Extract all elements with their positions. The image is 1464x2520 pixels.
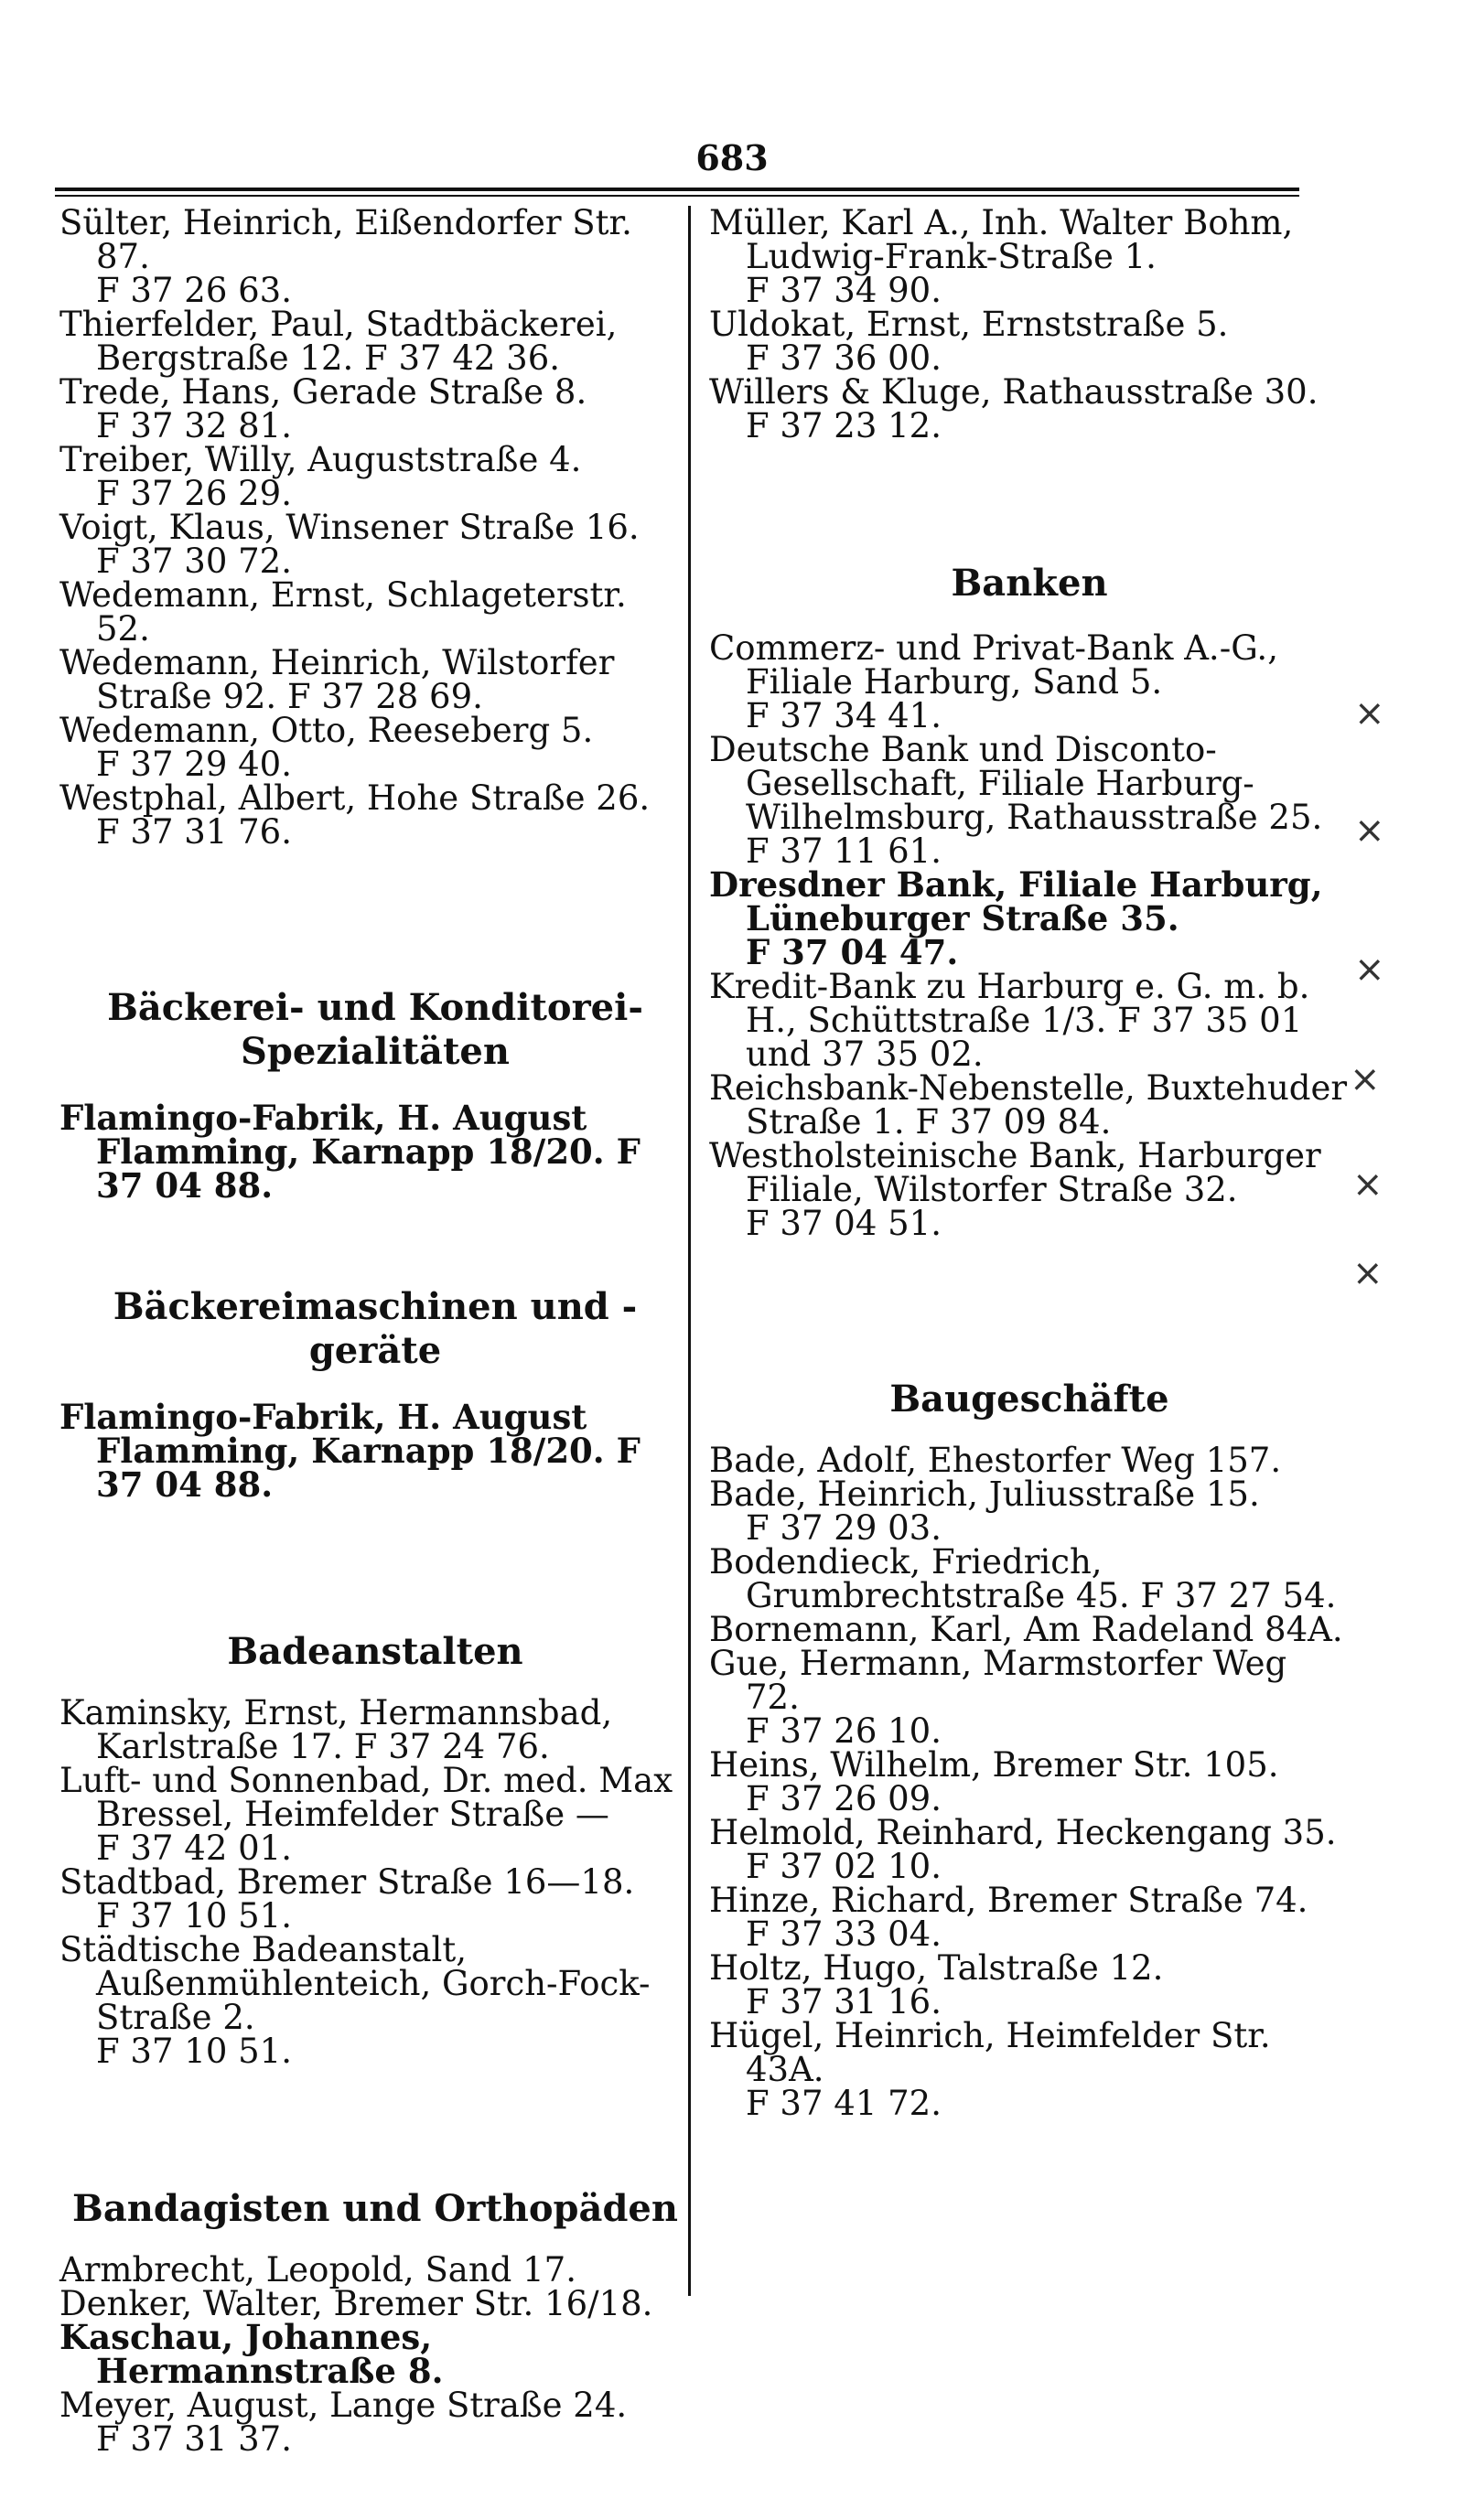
header-rule-thin: [55, 195, 1299, 197]
list-item: Heins, Wilhelm, Bremer Str. 105. F 37 26 09.: [709, 1745, 1279, 1818]
list-item: Reichsbank-Nebenstelle, Buxtehuder Straße 1. F 37 09 84.: [709, 1068, 1348, 1142]
list-item: Bodendieck, Friedrich, Grumbrechtstraße 45. F 37 27 54.: [709, 1542, 1337, 1615]
list-item: Deutsche Bank und Disconto-Gesellschaft, Filiale Harburg-Wilhelmsburg, Rathausstraße 25. F 37 11 61.: [709, 730, 1323, 871]
section-heading-baugeschaefte: Baugeschäfte: [889, 1378, 1169, 1421]
header-rule: [55, 188, 1299, 191]
list-item: Wedemann, Otto, Reeseberg 5. F 37 29 40.: [59, 711, 594, 784]
list-item: Müller, Karl A., Inh. Walter Bohm, Ludwig-Frank-Straße 1. F 37 34 90.: [709, 203, 1294, 310]
list-item: Thierfelder, Paul, Stadtbäckerei, Bergstraße 12. F 37 42 36.: [59, 305, 618, 378]
list-item: Stadtbad, Bremer Straße 16—18. F 37 10 51.: [59, 1862, 635, 1936]
handwritten-cross-mark: ×: [1350, 1058, 1381, 1100]
list-item: Holtz, Hugo, Talstraße 12. F 37 31 16.: [709, 1948, 1164, 2021]
list-item: Städtische Badeanstalt, Außenmühlenteich, Gorch-Fock-Straße 2. F 37 10 51.: [59, 1930, 651, 2071]
list-item: Hinze, Richard, Bremer Straße 74. F 37 33 04.: [709, 1881, 1308, 1954]
entries-t-w: [59, 203, 691, 852]
list-item: Luft- und Sonnenbad, Dr. med. Max Bressel, Heimfelder Straße — F 37 42 01.: [59, 1761, 673, 1868]
list-item: Hügel, Heinrich, Heimfelder Str. 43A. F 37 41 72.: [709, 2016, 1271, 2123]
list-item: Westholsteinische Bank, Harburger Filiale, Wilstorfer Straße 32. F 37 04 51.: [709, 1136, 1321, 1243]
handwritten-cross-mark: ×: [1352, 1252, 1383, 1294]
handwritten-cross-mark: ×: [1354, 692, 1385, 735]
list-item: Uldokat, Ernst, Ernststraße 5. F 37 36 00.: [709, 305, 1229, 378]
list-item: Trede, Hans, Gerade Straße 8. F 37 32 81.: [59, 372, 587, 445]
right-column: [709, 203, 1350, 2123]
section-heading-banken: Banken: [951, 562, 1108, 605]
list-item: Bade, Adolf, Ehestorfer Weg 157.: [709, 1441, 1282, 1480]
list-item: Sülter, Heinrich, Eißendorfer Str. 87. F 37 26 63.: [59, 203, 632, 310]
list-item: Kaschau, Johannes, Hermannstraße 8.: [59, 2317, 444, 2391]
list-item: Treiber, Willy, Auguststraße 4. F 37 26 29.: [59, 440, 582, 513]
page-number: 683: [695, 137, 769, 178]
list-item: Bornemann, Karl, Am Radeland 84A.: [709, 1610, 1343, 1649]
section-heading-maschinen: Bäckereimaschinen und -geräte: [113, 1285, 638, 1372]
list-item: Meyer, August, Lange Straße 24. F 37 31 37.: [59, 2386, 628, 2459]
list-item: Commerz- und Privat-Bank A.-G., Filiale Harburg, Sand 5. F 37 34 41.: [709, 628, 1278, 735]
list-item: Dresdner Bank, Filiale Harburg, Lüneburger Straße 35. F 37 04 47.: [709, 864, 1323, 972]
list-item: Kredit-Bank zu Harburg e. G. m. b. H., Schüttstraße 1/3. F 37 35 01 und 37 35 02.: [709, 967, 1310, 1074]
list-item: Willers & Kluge, Rathausstraße 30. F 37 23 12.: [709, 372, 1319, 445]
list-item: Flamingo-Fabrik, H. August Flamming, Karnapp 18/20. F 37 04 88.: [59, 1098, 640, 1206]
list-item: Denker, Walter, Bremer Str. 16/18.: [59, 2284, 653, 2323]
list-item: Westphal, Albert, Hohe Straße 26. F 37 31 76.: [59, 778, 651, 852]
list-item: Voigt, Klaus, Winsener Straße 16. F 37 30 72.: [59, 508, 640, 581]
section-heading-bandagisten: Bandagisten und Orthopäden: [72, 2187, 678, 2230]
left-column: [59, 203, 691, 2459]
list-item: Kaminsky, Ernst, Hermannsbad, Karlstraße 17. F 37 24 76.: [59, 1693, 613, 1766]
list-item: Gue, Hermann, Marmstorfer Weg 72. F 37 26 10.: [709, 1644, 1287, 1751]
list-item: Bade, Heinrich, Juliusstraße 15. F 37 29 03.: [709, 1474, 1260, 1548]
handwritten-cross-mark: ×: [1354, 949, 1385, 991]
list-item: Armbrecht, Leopold, Sand 17.: [59, 2250, 576, 2289]
list-item: Wedemann, Ernst, Schlageterstr. 52.: [59, 575, 627, 649]
handwritten-cross-mark: ×: [1352, 1163, 1383, 1206]
list-item: Helmold, Reinhard, Heckengang 35. F 37 02 10.: [709, 1813, 1337, 1886]
handwritten-cross-mark: ×: [1354, 810, 1385, 852]
list-item: Flamingo-Fabrik, H. August Flamming, Karnapp 18/20. F 37 04 88.: [59, 1397, 640, 1505]
section-heading-baeckerei: Bäckerei- und Konditorei- Spezialitäten: [107, 986, 643, 1073]
list-item: Wedemann, Heinrich, Wilstorfer Straße 92. F 37 28 69.: [59, 643, 615, 716]
section-heading-badeanstalten: Badeanstalten: [227, 1630, 523, 1673]
